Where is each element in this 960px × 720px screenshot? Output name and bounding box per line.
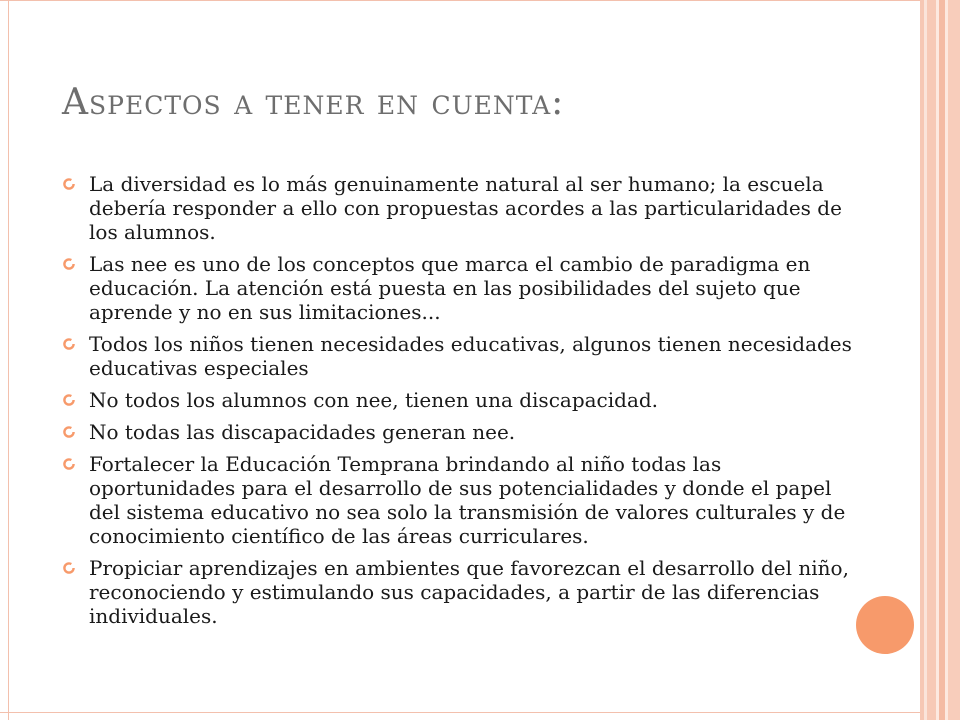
bullet-text: Fortalecer la Educación Temprana brindando al niño todas las oportunidades para el desarrollo de sus potencialidades y donde el papel del sistema educativo no sea solo la transmisión de valores culturales y de conocimiento científico de las áreas curriculares. [89,452,846,548]
slide-frame-left [0,0,9,720]
decorative-stripe-band [920,0,960,720]
ring-bullet-icon [62,393,76,407]
ring-bullet-icon [62,337,76,351]
bullet-text: Propiciar aprendizajes en ambientes que favorezcan el desarrollo del niño, reconociendo y estimulando sus capacidades, a partir de las diferencias individuales. [89,556,849,628]
bullet-item [62,556,852,628]
bullet-text: No todas las discapacidades generan nee. [89,420,516,444]
bullet-item [62,172,852,244]
bullet-text: No todos los alumnos con nee, tienen una discapacidad. [89,388,659,412]
bullet-text: Todos los niños tienen necesidades educativas, algunos tienen necesidades educativas especiales [89,332,852,380]
bullet-item [62,252,852,324]
bullet-item [62,388,852,412]
bullet-item [62,332,852,380]
slide-title: Aspectos a tener en cuenta: [62,82,565,123]
stripe [948,0,960,720]
bullet-list [62,172,852,636]
bullet-text: La diversidad es lo más genuinamente natural al ser humano; la escuela debería responder a ello con propuestas acordes a las particularidades de los alumnos. [89,172,842,244]
ring-bullet-icon [62,457,76,471]
slide-frame-top [0,0,920,1]
ring-bullet-icon [62,425,76,439]
ring-bullet-icon [62,257,76,271]
ring-bullet-icon [62,177,76,191]
stripe [927,0,936,720]
ring-bullet-icon [62,561,76,575]
slide-frame-bottom [0,712,920,713]
bullet-text: Las nee es uno de los conceptos que marca el cambio de paradigma en educación. La atención está puesta en las posibilidades del sujeto que aprende y no en sus limitaciones... [89,252,811,324]
bullet-item [62,452,852,548]
bullet-item [62,420,852,444]
decorative-circle [856,596,914,654]
